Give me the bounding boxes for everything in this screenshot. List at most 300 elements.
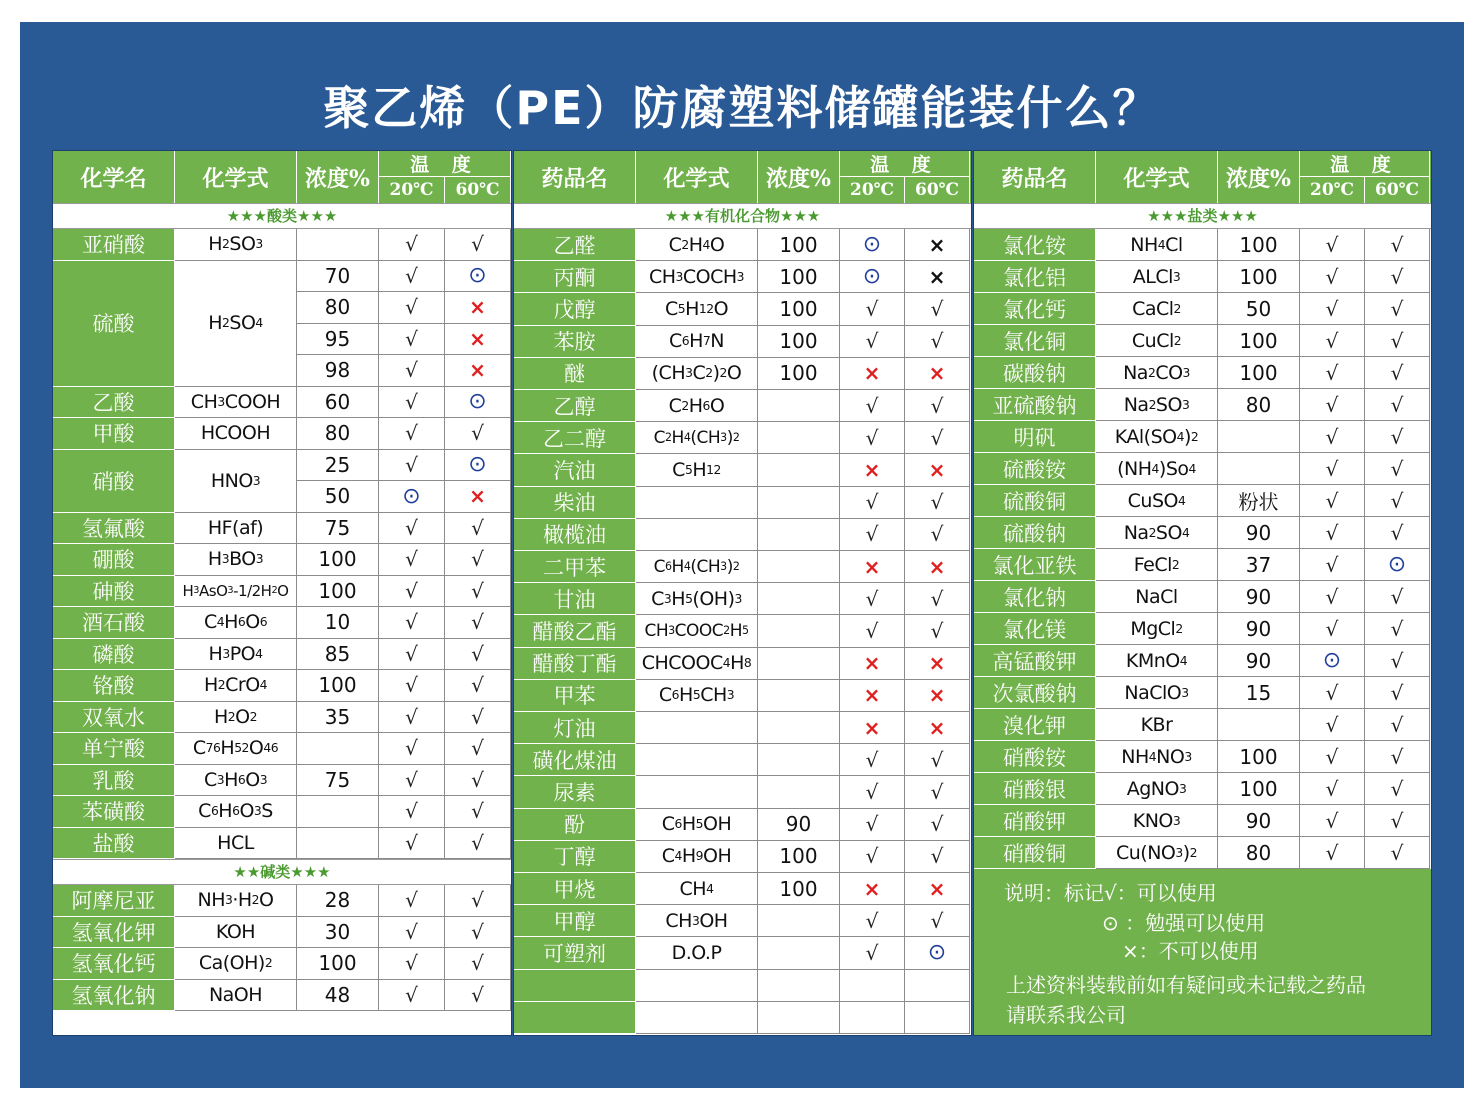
- mark-icon: √: [1390, 488, 1404, 513]
- temp-20c-cell: [379, 450, 445, 482]
- mark-icon: √: [405, 919, 418, 944]
- mark-icon: √: [1390, 296, 1404, 321]
- temp-20c-cell: [840, 454, 905, 486]
- mark-icon: √: [865, 425, 879, 450]
- chemical-name: 氯化铝: [974, 261, 1096, 293]
- concentration-cell: 90: [1218, 805, 1300, 837]
- chemical-name: 阿摩尼亚: [53, 885, 175, 917]
- mark-icon: ⊙: [1322, 648, 1342, 673]
- temp-60c-cell: [905, 744, 970, 776]
- temp-20c-cell: [840, 970, 905, 1002]
- chemical-name: [514, 1002, 636, 1034]
- temp-60c-cell: [445, 639, 511, 671]
- concentration-cell: 60: [297, 387, 379, 419]
- temp-20c-cell: [1300, 741, 1365, 773]
- table-row: [53, 544, 511, 576]
- chemical-formula: C 6 H 7 N: [636, 326, 758, 358]
- mark-icon: √: [1325, 808, 1339, 833]
- chemical-name: 橄榄油: [514, 519, 636, 551]
- table-row: [514, 519, 971, 551]
- temp-60c-cell: [905, 229, 970, 261]
- table-row: [974, 517, 1431, 549]
- temp-60c-cell: [1365, 613, 1430, 645]
- temp-60c-cell: [445, 702, 511, 734]
- chemical-formula: C 3 H 5 (OH) 3: [636, 583, 758, 615]
- temp-60c-cell: [445, 980, 511, 1012]
- temp-60c-cell: [445, 828, 511, 860]
- temp-60c-cell: [445, 576, 511, 608]
- temp-20c-cell: [1300, 229, 1365, 261]
- mark-icon: √: [1325, 584, 1339, 609]
- concentration-cell: 35: [297, 702, 379, 734]
- temp-20c-cell: [840, 744, 905, 776]
- mark-icon: √: [930, 586, 944, 611]
- concentration-cell: 70: [297, 261, 379, 293]
- mark-icon: √: [930, 393, 944, 418]
- temp-60c-cell: [445, 324, 511, 356]
- temp-60c-cell: [1365, 261, 1430, 293]
- temp-20c-cell: [379, 513, 445, 545]
- temp-60c-cell: [1365, 581, 1430, 613]
- temp-60c-cell: [445, 450, 511, 482]
- concentration-cell: 75: [297, 765, 379, 797]
- temp-20c-cell: [1300, 709, 1365, 741]
- chemical-name: 甲醇: [514, 905, 636, 937]
- mark-icon: ×: [863, 554, 881, 579]
- temp-60c-cell: [445, 948, 511, 980]
- mark-icon: √: [865, 296, 879, 321]
- note-line5: 请联系我公司: [1006, 1003, 1126, 1027]
- temp-60c-cell: [1365, 453, 1430, 485]
- table-row: [974, 549, 1431, 581]
- temp-20c-cell: [840, 1002, 905, 1034]
- chemical-name: 硫酸铵: [974, 453, 1096, 485]
- concentration-cell: [758, 422, 840, 454]
- header-name: 药品名: [514, 151, 636, 203]
- table-row: [514, 390, 971, 422]
- chemical-formula: NaClO 3: [1096, 677, 1218, 709]
- temp-20c-cell: [379, 765, 445, 797]
- chemical-formula: Na 2 SO 4: [1096, 517, 1218, 549]
- chemical-name: 氯化铵: [974, 229, 1096, 261]
- concentration-cell: 100: [297, 670, 379, 702]
- header-60c: 60℃: [905, 177, 970, 203]
- chemical-name: 砷酸: [53, 576, 175, 608]
- concentration-cell: 100: [758, 261, 840, 293]
- table-row: [974, 677, 1431, 709]
- mark-icon: √: [471, 888, 484, 913]
- chemical-formula: KNO 3: [1096, 805, 1218, 837]
- chemical-name: 硝酸钾: [974, 805, 1096, 837]
- concentration-cell: [758, 1002, 840, 1034]
- mark-icon: ×: [928, 264, 946, 289]
- mark-icon: ×: [469, 326, 486, 351]
- legend-notes: [974, 869, 1431, 1035]
- mark-icon: √: [930, 425, 944, 450]
- chemical-formula: CH 4: [636, 873, 758, 905]
- table-row: [53, 733, 511, 765]
- temp-60c-cell: [905, 261, 970, 293]
- concentration-cell: [1218, 709, 1300, 741]
- temp-60c-cell: [445, 607, 511, 639]
- temp-20c-cell: [1300, 261, 1365, 293]
- chemical-name: 甲烧: [514, 873, 636, 905]
- mark-icon: √: [405, 547, 418, 572]
- temp-60c-cell: [905, 970, 970, 1002]
- mark-icon: √: [1390, 456, 1404, 481]
- section-salts: ★★★盐类★★★: [974, 203, 1431, 229]
- mark-icon: ×: [928, 876, 946, 901]
- chemical-formula: C 4 H 9 OH: [636, 841, 758, 873]
- table-row: [514, 487, 971, 519]
- mark-icon: ×: [863, 361, 881, 386]
- chemical-name: 甲苯: [514, 680, 636, 712]
- chemical-name: 盐酸: [53, 828, 175, 860]
- table-row: [974, 645, 1431, 677]
- concentration-cell: 25: [297, 450, 379, 482]
- mark-icon: √: [405, 578, 418, 603]
- mark-icon: ×: [928, 457, 946, 482]
- chemical-name: 次氯酸钠: [974, 677, 1096, 709]
- chemical-formula: CaCl 2: [1096, 293, 1218, 325]
- mark-icon: √: [1390, 360, 1404, 385]
- header-temperature: 温 度: [1300, 151, 1430, 177]
- temp-60c-cell: [905, 776, 970, 808]
- concentration-cell: [758, 905, 840, 937]
- chemical-formula: C 7 6 H 5 2 O 4 6: [175, 733, 297, 765]
- concentration-cell: 48: [297, 980, 379, 1012]
- concentration-cell: [297, 828, 379, 860]
- table-row: [514, 422, 971, 454]
- temp-20c-cell: [379, 261, 445, 293]
- mark-icon: √: [930, 490, 944, 515]
- chemical-name: 柴油: [514, 487, 636, 519]
- chemical-name: 氯化铜: [974, 325, 1096, 357]
- temp-20c-cell: [840, 905, 905, 937]
- table-row: [53, 261, 511, 387]
- salts-table: [973, 150, 1432, 1036]
- temp-20c-cell: [840, 326, 905, 358]
- temp-20c-cell: [379, 292, 445, 324]
- concentration-cell: [758, 712, 840, 744]
- chemical-formula: H 3 PO 4: [175, 639, 297, 671]
- chemical-name: 乙酸: [53, 387, 175, 419]
- temp-20c-cell: [379, 796, 445, 828]
- temp-20c-cell: [840, 487, 905, 519]
- table-row: [514, 680, 971, 712]
- chemical-formula: H 2 O 2: [175, 702, 297, 734]
- table-row: [53, 576, 511, 608]
- mark-icon: √: [865, 329, 879, 354]
- temp-60c-cell: [905, 390, 970, 422]
- chemical-name: 甲酸: [53, 418, 175, 450]
- temp-20c-cell: [1300, 325, 1365, 357]
- temp-60c-cell: [445, 917, 511, 949]
- chemical-formula: KBr: [1096, 709, 1218, 741]
- mark-icon: √: [405, 704, 418, 729]
- temp-20c-cell: [840, 519, 905, 551]
- chemical-name: 硫酸: [53, 261, 175, 387]
- table-row: [974, 293, 1431, 325]
- concentration-cell: 100: [758, 358, 840, 390]
- chemical-formula: [636, 1002, 758, 1034]
- mark-icon: √: [471, 736, 484, 761]
- chemical-name: 氯化钠: [974, 581, 1096, 613]
- temp-20c-cell: [840, 712, 905, 744]
- table-header: [974, 151, 1431, 203]
- temp-20c-cell: [379, 324, 445, 356]
- temp-60c-cell: [1365, 837, 1430, 869]
- temp-60c-cell: [445, 292, 511, 324]
- acids-bases-table: [52, 150, 512, 1036]
- temp-20c-cell: [840, 551, 905, 583]
- concentration-cell: 90: [1218, 581, 1300, 613]
- mark-icon: √: [930, 908, 944, 933]
- temp-60c-cell: [445, 796, 511, 828]
- mark-icon: √: [1390, 680, 1404, 705]
- mark-icon: ⊙: [468, 452, 487, 478]
- mark-icon: √: [405, 799, 418, 824]
- table-row: [514, 809, 971, 841]
- temp-20c-cell: [840, 648, 905, 680]
- mark-icon: ×: [863, 457, 881, 482]
- mark-icon: √: [1390, 840, 1404, 865]
- table-row: [974, 325, 1431, 357]
- temp-20c-cell: [840, 680, 905, 712]
- temp-60c-cell: [905, 937, 970, 969]
- mark-icon: √: [1325, 328, 1339, 353]
- mark-icon: ×: [863, 876, 881, 901]
- temp-60c-cell: [1365, 517, 1430, 549]
- concentration-cell: 100: [1218, 741, 1300, 773]
- mark-icon: √: [865, 393, 879, 418]
- chemical-formula: C 6 H 6 O 3 S: [175, 796, 297, 828]
- chemical-formula: [636, 970, 758, 1002]
- table-row: [514, 744, 971, 776]
- temp-20c-cell: [379, 948, 445, 980]
- temp-20c-cell: [379, 481, 445, 513]
- table-row: [514, 712, 971, 744]
- table-row: [514, 648, 971, 680]
- chemical-formula: C 2 H 6 O: [636, 390, 758, 422]
- note-line2: ⊙ ：勉强可以使用: [1102, 911, 1266, 935]
- chemical-name: 溴化钾: [974, 709, 1096, 741]
- temp-20c-cell: [840, 390, 905, 422]
- chemical-name: 硝酸: [53, 450, 175, 513]
- mark-icon: √: [930, 618, 944, 643]
- temp-60c-cell: [445, 481, 511, 513]
- chemical-formula: AgNO 3: [1096, 773, 1218, 805]
- table-row: [514, 551, 971, 583]
- chemical-name: 酚: [514, 809, 636, 841]
- chemical-formula: [636, 487, 758, 519]
- table-row: [514, 841, 971, 873]
- temp-60c-cell: [905, 809, 970, 841]
- concentration-cell: 100: [1218, 261, 1300, 293]
- header-formula: 化学式: [175, 151, 297, 203]
- temp-60c-cell: [445, 261, 511, 293]
- concentration-cell: 90: [758, 809, 840, 841]
- chemical-name: 硝酸铵: [974, 741, 1096, 773]
- temp-20c-cell: [1300, 773, 1365, 805]
- table-header: [53, 151, 511, 203]
- temp-60c-cell: [1365, 645, 1430, 677]
- mark-icon: √: [405, 641, 418, 666]
- table-row: [514, 454, 971, 486]
- chemical-formula: FeCl 2: [1096, 549, 1218, 581]
- header-name: 化学名: [53, 151, 175, 203]
- mark-icon: √: [1390, 744, 1404, 769]
- mark-icon: √: [1390, 328, 1404, 353]
- table-row: [974, 357, 1431, 389]
- chemical-formula: (NH 4 )So 4: [1096, 453, 1218, 485]
- temp-60c-cell: [1365, 709, 1430, 741]
- mark-icon: √: [930, 296, 944, 321]
- table-row: [53, 796, 511, 828]
- concentration-cell: [297, 796, 379, 828]
- table-row: [514, 1002, 971, 1034]
- table-row: [53, 948, 511, 980]
- mark-icon: √: [471, 919, 484, 944]
- header-name: 药品名: [974, 151, 1096, 203]
- concentration-cell: [758, 551, 840, 583]
- table-row: [53, 828, 511, 860]
- chemical-formula: CH 3 COOC 2 H 5: [636, 615, 758, 647]
- temp-60c-cell: [445, 670, 511, 702]
- chemical-formula: C 6 H 5 CH 3: [636, 680, 758, 712]
- table-row: [974, 773, 1431, 805]
- table-row: [974, 229, 1431, 261]
- concentration-cell: 100: [1218, 357, 1300, 389]
- concentration-cell: 100: [758, 293, 840, 325]
- mark-icon: √: [471, 578, 484, 603]
- temp-60c-cell: [905, 712, 970, 744]
- temp-20c-cell: [1300, 581, 1365, 613]
- mark-icon: √: [1390, 648, 1404, 673]
- temp-20c-cell: [1300, 357, 1365, 389]
- table-row: [514, 905, 971, 937]
- chemical-name: 丁醇: [514, 841, 636, 873]
- chemical-name: 硼酸: [53, 544, 175, 576]
- temp-60c-cell: [1365, 741, 1430, 773]
- mark-icon: √: [471, 951, 484, 976]
- mark-icon: √: [865, 490, 879, 515]
- temp-20c-cell: [1300, 549, 1365, 581]
- chemical-formula: HF(af): [175, 513, 297, 545]
- chemical-name: 可塑剂: [514, 937, 636, 969]
- mark-icon: √: [1390, 584, 1404, 609]
- mark-icon: ×: [863, 683, 881, 708]
- mark-icon: √: [1325, 680, 1339, 705]
- temp-60c-cell: [905, 905, 970, 937]
- concentration-cell: [758, 454, 840, 486]
- chemical-formula: H 3 BO 3: [175, 544, 297, 576]
- temp-60c-cell: [1365, 773, 1430, 805]
- chemical-formula: C 5 H 1 2 O: [636, 293, 758, 325]
- temp-60c-cell: [445, 387, 511, 419]
- mark-icon: √: [471, 515, 484, 540]
- table-row: [514, 776, 971, 808]
- mark-icon: √: [405, 295, 418, 320]
- table-row: [53, 607, 511, 639]
- header-60c: 60℃: [445, 177, 511, 203]
- mark-icon: √: [471, 704, 484, 729]
- table-row: [53, 639, 511, 671]
- mark-icon: √: [930, 522, 944, 547]
- chemical-formula: Na 2 SO 3: [1096, 389, 1218, 421]
- chemical-name: 碳酸钠: [974, 357, 1096, 389]
- chemical-formula: CuCl 2: [1096, 325, 1218, 357]
- note-line1: 说明：标记√：可以使用: [1004, 881, 1217, 905]
- concentration-cell: 100: [1218, 229, 1300, 261]
- temp-60c-cell: [445, 229, 511, 261]
- mark-icon: √: [1390, 520, 1404, 545]
- temp-20c-cell: [840, 841, 905, 873]
- mark-icon: ×: [863, 715, 881, 740]
- temp-20c-cell: [1300, 389, 1365, 421]
- chemical-formula: HCOOH: [175, 418, 297, 450]
- mark-icon: ×: [469, 295, 486, 320]
- mark-icon: √: [1325, 392, 1339, 417]
- header-formula: 化学式: [636, 151, 758, 203]
- concentration-cell: [758, 680, 840, 712]
- table-row: [514, 937, 971, 969]
- temp-20c-cell: [840, 615, 905, 647]
- temp-20c-cell: [840, 358, 905, 390]
- table-row: [974, 389, 1431, 421]
- chemical-name: 氢氧化钙: [53, 948, 175, 980]
- table-row: [53, 418, 511, 450]
- mark-icon: ×: [863, 651, 881, 676]
- mark-icon: √: [1325, 424, 1339, 449]
- temp-20c-cell: [1300, 485, 1365, 517]
- concentration-cell: 98: [297, 355, 379, 387]
- mark-icon: √: [1390, 232, 1404, 257]
- mark-icon: √: [930, 329, 944, 354]
- temp-20c-cell: [379, 639, 445, 671]
- concentration-cell: [758, 970, 840, 1002]
- chemical-name: 丙酮: [514, 261, 636, 293]
- chemical-name: 醚: [514, 358, 636, 390]
- chemical-formula: NaCl: [1096, 581, 1218, 613]
- chemical-formula: CH 3 COCH 3: [636, 261, 758, 293]
- mark-icon: √: [865, 779, 879, 804]
- temp-60c-cell: [445, 765, 511, 797]
- chemical-name: 醋酸丁酯: [514, 648, 636, 680]
- chemical-formula: C 5 H 1 2: [636, 454, 758, 486]
- temp-60c-cell: [1365, 549, 1430, 581]
- temp-60c-cell: [1365, 805, 1430, 837]
- chemical-formula: [636, 744, 758, 776]
- temp-20c-cell: [840, 229, 905, 261]
- chemical-name: 硫酸钠: [974, 517, 1096, 549]
- table-row: [974, 421, 1431, 453]
- mark-icon: √: [1325, 840, 1339, 865]
- section-acids: ★★★酸类★★★: [53, 203, 511, 229]
- mark-icon: √: [405, 610, 418, 635]
- note-line4: 上述资料装载前如有疑问或未记载之药品: [1006, 973, 1366, 997]
- chemical-formula: CH 3 COOH: [175, 387, 297, 419]
- temp-20c-cell: [840, 293, 905, 325]
- temp-20c-cell: [1300, 453, 1365, 485]
- chemical-name: 双氧水: [53, 702, 175, 734]
- temp-20c-cell: [1300, 421, 1365, 453]
- mark-icon: √: [405, 888, 418, 913]
- mark-icon: √: [405, 389, 418, 414]
- chemical-formula: CuSO 4: [1096, 485, 1218, 517]
- concentration-cell: 90: [1218, 517, 1300, 549]
- table-row: [514, 970, 971, 1002]
